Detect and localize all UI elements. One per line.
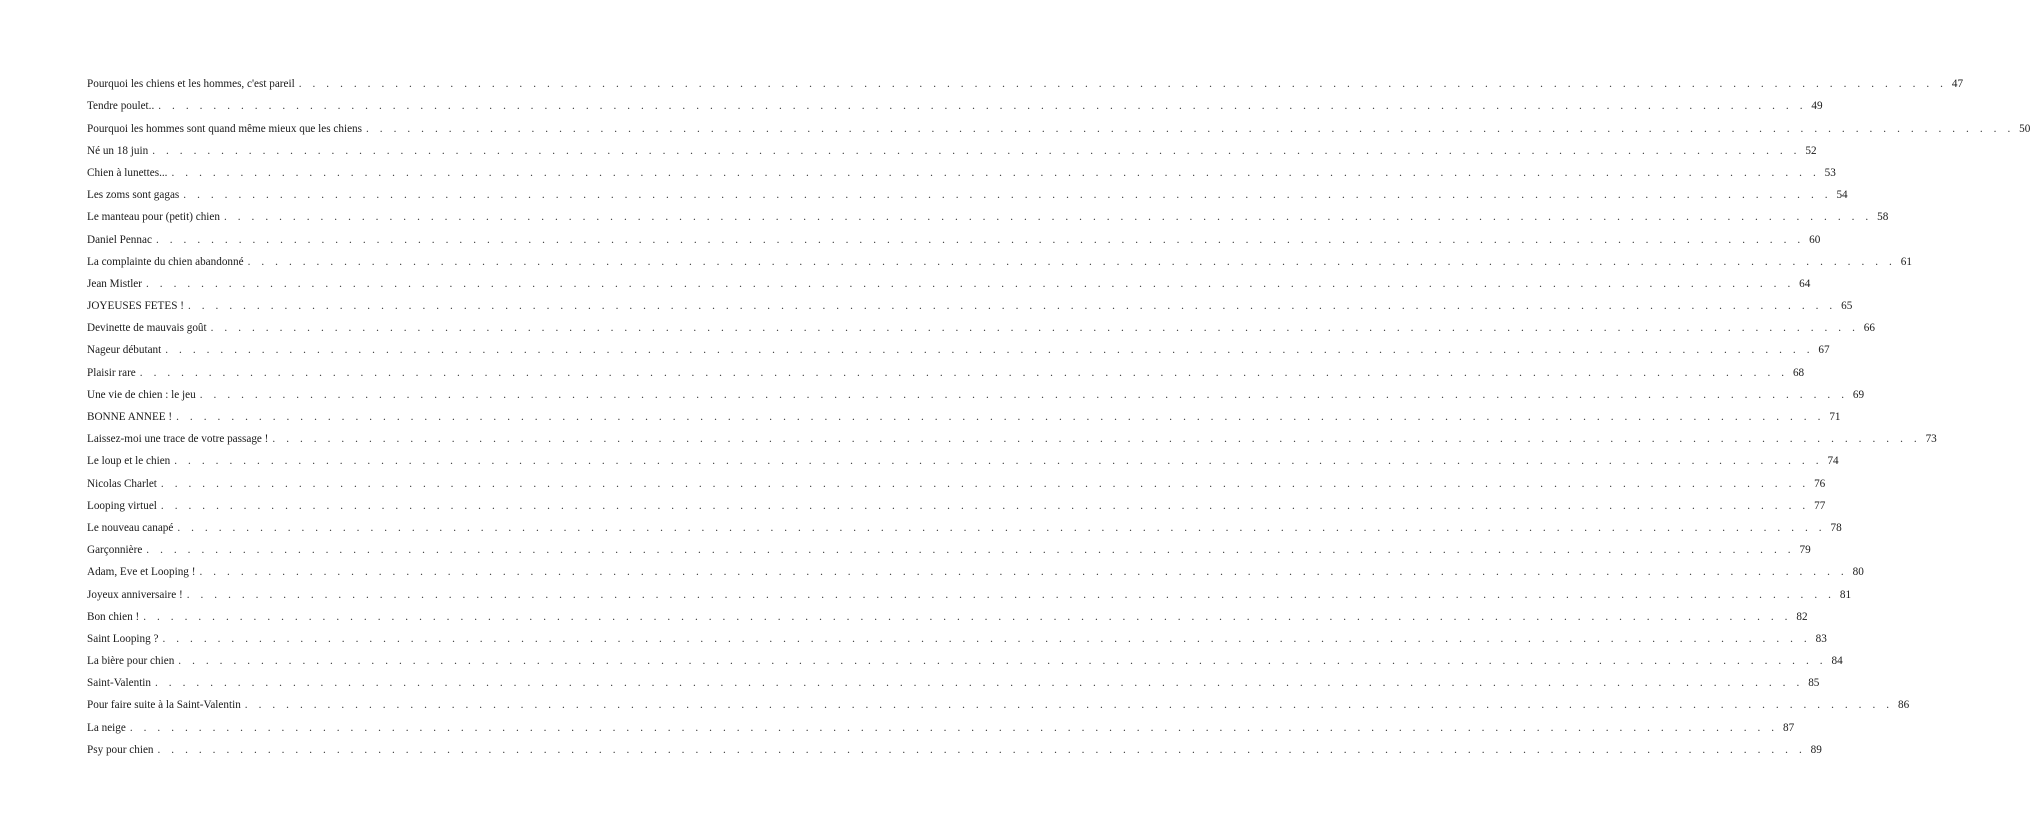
toc-entry-page-number: 64 (1799, 277, 1811, 290)
toc-dot-leader: . . . . . . . . . . . . . . . . . . . . . . . . . . . . . . . . . . . . . . . . . . . . . . . . . . . . . . . . . . . . . . . . . . . . . . . . . . . . . . . . . . . . . . . . . . . . . . . . . . . . . . . . . . . . . . . . . . . . . . . . (298, 78, 1948, 91)
toc-dot-leader: . . . . . . . . . . . . . . . . . . . . . . . . . . . . . . . . . . . . . . . . . . . . . . . . . . . . . . . . . . . . . . . . . . . . . . . . . . . . . . . . . . . . . . . . . . . . . . . . . . . . . . . . . . . . . . . . . . . . . . . . (365, 122, 2015, 135)
toc-dot-leader: . . . . . . . . . . . . . . . . . . . . . . . . . . . . . . . . . . . . . . . . . . . . . . . . . . . . . . . . . . . . . . . . . . . . . . . . . . . . . . . . . . . . . . . . . . . . . . . . . . . . . . . . . . . . . . . . . . . . . . . . (160, 477, 1810, 490)
toc-dot-leader: . . . . . . . . . . . . . . . . . . . . . . . . . . . . . . . . . . . . . . . . . . . . . . . . . . . . . . . . . . . . . . . . . . . . . . . . . . . . . . . . . . . . . . . . . . . . . . . . . . . . . . . . . . . . . . . . . . . . . . . . (143, 610, 1792, 623)
toc-entry-page-number: 84 (1831, 655, 1843, 668)
toc-entry[interactable] (87, 136, 1817, 158)
toc-entry[interactable] (87, 202, 1889, 224)
toc-dot-leader: . . . . . . . . . . . . . . . . . . . . . . . . . . . . . . . . . . . . . . . . . . . . . . . . . . . . . . . . . . . . . . . . . . . . . . . . . . . . . . . . . . . . . . . . . . . . . . . . . . . . . . . . . . . . . . . . . . . . . . . . (210, 322, 1859, 335)
toc-entry[interactable] (87, 113, 2030, 135)
toc-entry[interactable] (87, 646, 1843, 668)
toc-dot-leader: . . . . . . . . . . . . . . . . . . . . . . . . . . . . . . . . . . . . . . . . . . . . . . . . . . . . . . . . . . . . . . . . . . . . . . . . . . . . . . . . . . . . . . . . . . . . . . . . . . . . . . . . . . . . . . . . . . . . . . . . (187, 300, 1837, 313)
toc-entry-title: Pourquoi les hommes sont quand même mieux que les chiens (87, 122, 366, 136)
toc-entry-title: Daniel Pennac (87, 233, 156, 247)
toc-dot-leader: . . . . . . . . . . . . . . . . . . . . . . . . . . . . . . . . . . . . . . . . . . . . . . . . . . . . . . . . . . . . . . . . . . . . . . . . . . . . . . . . . . . . . . . . . . . . . . . . . . . . . . . . . . . . . . . . . . . . . . . . (183, 189, 1832, 202)
toc-dot-leader: . . . . . . . . . . . . . . . . . . . . . . . . . . . . . . . . . . . . . . . . . . . . . . . . . . . . . . . . . . . . . . . . . . . . . . . . . . . . . . . . . . . . . . . . . . . . . . . . . . . . . . . . . . . . . . . . . . . . . . . . (186, 588, 1836, 601)
toc-entry[interactable] (87, 335, 1830, 357)
toc-entry-page-number: 81 (1839, 588, 1852, 601)
toc-dot-leader: . . . . . . . . . . . . . . . . . . . . . . . . . . . . . . . . . . . . . . . . . . . . . . . . . . . . . . . . . . . . . . . . . . . . . . . . . . . . . . . . . . . . . . . . . . . . . . . . . . . . . . . . . . . . . . . . . . . . . . . . (146, 544, 1795, 557)
toc-entry[interactable] (87, 491, 1826, 513)
toc-entry[interactable] (87, 712, 1795, 734)
toc-entry-page-number: 78 (1830, 521, 1842, 534)
toc-entry-title: Bon chien ! (87, 610, 143, 624)
toc-entry-page-number: 74 (1827, 455, 1839, 468)
toc-entry[interactable] (87, 158, 1836, 180)
toc-entry-title: Pour faire suite à la Saint-Valentin (87, 698, 245, 712)
toc-entry[interactable] (87, 91, 1823, 113)
toc-entry-title: Une vie de chien : le jeu (87, 388, 200, 402)
toc-entry[interactable] (87, 180, 1848, 202)
toc-dot-leader: . . . . . . . . . . . . . . . . . . . . . . . . . . . . . . . . . . . . . . . . . . . . . . . . . . . . . . . . . . . . . . . . . . . . . . . . . . . . . . . . . . . . . . . . . . . . . . . . . . . . . . . . . . . . . . . . . . . . . . . . (178, 655, 1827, 668)
toc-entry[interactable] (87, 513, 1842, 535)
toc-dot-leader: . . . . . . . . . . . . . . . . . . . . . . . . . . . . . . . . . . . . . . . . . . . . . . . . . . . . . . . . . . . . . . . . . . . . . . . . . . . . . . . . . . . . . . . . . . . . . . . . . . . . . . . . . . . . . . . . . . . . . . . . (171, 166, 1820, 179)
toc-entry-title: Le nouveau canapé (87, 521, 177, 535)
toc-entry-page-number: 80 (1852, 566, 1864, 579)
toc-dot-leader: . . . . . . . . . . . . . . . . . . . . . . . . . . . . . . . . . . . . . . . . . . . . . . . . . . . . . . . . . . . . . . . . . . . . . . . . . . . . . . . . . . . . . . . . . . . . . . . . . . . . . . . . . . . . . . . . . . . . . . . . (176, 411, 1825, 423)
toc-dot-leader: . . . . . . . . . . . . . . . . . . . . . . . . . . . . . . . . . . . . . . . . . . . . . . . . . . . . . . . . . . . . . . . . . . . . . . . . . . . . . . . . . . . . . . . . . . . . . . . . . . . . . . . . . . . . . . . . . . . . . . . . (162, 632, 1811, 645)
toc-entry[interactable] (87, 735, 1822, 757)
toc-dot-leader: . . . . . . . . . . . . . . . . . . . . . . . . . . . . . . . . . . . . . . . . . . . . . . . . . . . . . . . . . . . . . . . . . . . . . . . . . . . . . . . . . . . . . . . . . . . . . . . . . . . . . . . . . . . . . . . . . . . . . . . . (165, 344, 1814, 357)
toc-entry-page-number: 65 (1841, 300, 1853, 313)
toc-entry-title: Saint Looping ? (87, 632, 162, 646)
toc-dot-leader: . . . . . . . . . . . . . . . . . . . . . . . . . . . . . . . . . . . . . . . . . . . . . . . . . . . . . . . . . . . . . . . . . . . . . . . . . . . . . . . . . . . . . . . . . . . . . . . . . . . . . . . . . . . . . . . . . . . . . . . . (244, 699, 1894, 712)
toc-dot-leader: . . . . . . . . . . . . . . . . . . . . . . . . . . . . . . . . . . . . . . . . . . . . . . . . . . . . . . . . . . . . . . . . . . . . . . . . . . . . . . . . . . . . . . . . . . . . . . . . . . . . . . . . . . . . . . . . . . . . . . . . (160, 499, 1810, 512)
toc-entry-title: La complainte du chien abandonné (87, 255, 248, 269)
toc-entry-page-number: 61 (1900, 255, 1912, 268)
toc-dot-leader: . . . . . . . . . . . . . . . . . . . . . . . . . . . . . . . . . . . . . . . . . . . . . . . . . . . . . . . . . . . . . . . . . . . . . . . . . . . . . . . . . . . . . . . . . . . . . . . . . . . . . . . . . . . . . . . . . . . . . . . . (146, 277, 1795, 290)
toc-entry-title: La neige (87, 721, 130, 735)
toc-entry-page-number: 54 (1836, 189, 1848, 202)
toc-entry[interactable] (87, 291, 1853, 313)
toc-entry[interactable] (87, 468, 1826, 490)
toc-entry-title: Nageur débutant (87, 343, 165, 357)
toc-entry-title: La bière pour chien (87, 654, 178, 668)
toc-dot-leader: . . . . . . . . . . . . . . . . . . . . . . . . . . . . . . . . . . . . . . . . . . . . . . . . . . . . . . . . . . . . . . . . . . . . . . . . . . . . . . . . . . . . . . . . . . . . . . . . . . . . . . . . . . . . . . . . . . . . . . . . (129, 721, 1779, 734)
toc-entry-title: Nicolas Charlet (87, 477, 161, 491)
toc-entry[interactable] (87, 357, 1805, 379)
toc-entry-page-number: 67 (1818, 344, 1830, 357)
toc-entry-title: Les zoms sont gagas (87, 188, 183, 202)
toc-entry[interactable] (87, 668, 1820, 690)
toc-dot-leader: . . . . . . . . . . . . . . . . . . . . . . . . . . . . . . . . . . . . . . . . . . . . . . . . . . . . . . . . . . . . . . . . . . . . . . . . . . . . . . . . . . . . . . . . . . . . . . . . . . . . . . . . . . . . . . . . . . . . . . . . (155, 677, 1804, 690)
toc-entry-title: Saint-Valentin (87, 676, 155, 690)
toc-entry-title: Joyeux anniversaire ! (87, 588, 187, 602)
toc-dot-leader: . . . . . . . . . . . . . . . . . . . . . . . . . . . . . . . . . . . . . . . . . . . . . . . . . . . . . . . . . . . . . . . . . . . . . . . . . . . . . . . . . . . . . . . . . . . . . . . . . . . . . . . . . . . . . . . . . . . . . . . . (247, 255, 1896, 268)
toc-entry-title: Adam, Eve et Looping ! (87, 565, 199, 579)
toc-dot-leader: . . . . . . . . . . . . . . . . . . . . . . . . . . . . . . . . . . . . . . . . . . . . . . . . . . . . . . . . . . . . . . . . . . . . . . . . . . . . . . . . . . . . . . . . . . . . . . . . . . . . . . . . . . . . . . . . . . . . . . . . (152, 144, 1801, 157)
toc-entry[interactable] (87, 269, 1811, 291)
toc-dot-leader: . . . . . . . . . . . . . . . . . . . . . . . . . . . . . . . . . . . . . . . . . . . . . . . . . . . . . . . . . . . . . . . . . . . . . . . . . . . . . . . . . . . . . . . . . . . . . . . . . . . . . . . . . . . . . . . . . . . . . . . . (174, 455, 1823, 468)
toc-entry[interactable] (87, 69, 1964, 91)
toc-dot-leader: . . . . . . . . . . . . . . . . . . . . . . . . . . . . . . . . . . . . . . . . . . . . . . . . . . . . . . . . . . . . . . . . . . . . . . . . . . . . . . . . . . . . . . . . . . . . . . . . . . . . . . . . . . . . . . . . . . . . . . . . (199, 566, 1848, 579)
toc-entry-page-number: 83 (1815, 632, 1827, 645)
toc-entry-title: Le manteau pour (petit) chien (87, 210, 224, 224)
toc-entry-page-number: 66 (1863, 322, 1875, 335)
toc-entry-page-number: 87 (1783, 721, 1795, 734)
toc-dot-leader: . . . . . . . . . . . . . . . . . . . . . . . . . . . . . . . . . . . . . . . . . . . . . . . . . . . . . . . . . . . . . . . . . . . . . . . . . . . . . . . . . . . . . . . . . . . . . . . . . . . . . . . . . . . . . . . . . . . . . . . . (199, 388, 1849, 401)
toc-entry-title: Looping virtuel (87, 499, 161, 513)
toc-entry-page-number: 50 (2019, 122, 2030, 135)
toc-entry-page-number: 86 (1897, 699, 1910, 712)
toc-entry[interactable] (87, 557, 1864, 579)
toc-entry-page-number: 85 (1808, 677, 1820, 690)
toc-dot-leader: . . . . . . . . . . . . . . . . . . . . . . . . . . . . . . . . . . . . . . . . . . . . . . . . . . . . . . . . . . . . . . . . . . . . . . . . . . . . . . . . . . . . . . . . . . . . . . . . . . . . . . . . . . . . . . . . . . . . . . . . (157, 743, 1806, 756)
toc-entry-title: Le loup et le chien (87, 454, 174, 468)
toc-entry-page-number: 77 (1814, 499, 1826, 512)
toc-entry-title: JOYEUSES FETES ! (87, 299, 188, 313)
toc-entry[interactable] (87, 602, 1808, 624)
toc-entry[interactable] (87, 247, 1912, 269)
toc-entry-page-number: 68 (1792, 366, 1805, 379)
toc-entry-title: Tendre poulet.. (87, 99, 158, 113)
toc-entry-title: BONNE ANNEE ! (87, 410, 176, 424)
toc-entry[interactable] (87, 224, 1821, 246)
toc-entry[interactable] (87, 690, 1910, 712)
toc-dot-leader: . . . . . . . . . . . . . . . . . . . . . . . . . . . . . . . . . . . . . . . . . . . . . . . . . . . . . . . . . . . . . . . . . . . . . . . . . . . . . . . . . . . . . . . . . . . . . . . . . . . . . . . . . . . . . . . . . . . . . . . . (139, 366, 1789, 379)
toc-entry-title: Psy pour chien (87, 743, 158, 757)
toc-dot-leader: . . . . . . . . . . . . . . . . . . . . . . . . . . . . . . . . . . . . . . . . . . . . . . . . . . . . . . . . . . . . . . . . . . . . . . . . . . . . . . . . . . . . . . . . . . . . . . . . . . . . . . . . . . . . . . . . . . . . . . . . (272, 433, 1921, 446)
toc-entry-title: Laissez-moi une trace de votre passage ! (87, 432, 272, 446)
toc-entry-page-number: 49 (1811, 100, 1823, 113)
toc-entry-title: Né un 18 juin (87, 144, 152, 158)
toc-dot-leader: . . . . . . . . . . . . . . . . . . . . . . . . . . . . . . . . . . . . . . . . . . . . . . . . . . . . . . . . . . . . . . . . . . . . . . . . . . . . . . . . . . . . . . . . . . . . . . . . . . . . . . . . . . . . . . . . . . . . . . . . (223, 211, 1873, 224)
toc-dot-leader: . . . . . . . . . . . . . . . . . . . . . . . . . . . . . . . . . . . . . . . . . . . . . . . . . . . . . . . . . . . . . . . . . . . . . . . . . . . . . . . . . . . . . . . . . . . . . . . . . . . . . . . . . . . . . . . . . . . . . . . . (155, 233, 1805, 246)
toc-entry-title: Jean Mistler (87, 277, 146, 291)
toc-entry-page-number: 58 (1877, 211, 1889, 224)
toc-entry-title: Pourquoi les chiens et les hommes, c'est pareil (87, 77, 299, 91)
toc-entry[interactable] (87, 535, 1811, 557)
toc-entry-page-number: 53 (1824, 166, 1836, 179)
toc-entry-page-number: 52 (1805, 144, 1817, 157)
toc-entry-page-number: 73 (1925, 433, 1937, 446)
toc-entry[interactable] (87, 446, 1839, 468)
toc-entry-title: Devinette de mauvais goût (87, 321, 211, 335)
toc-entry[interactable] (87, 402, 1841, 424)
toc-entry[interactable] (87, 380, 1865, 402)
toc-entry[interactable] (87, 313, 1875, 335)
toc-dot-leader: . . . . . . . . . . . . . . . . . . . . . . . . . . . . . . . . . . . . . . . . . . . . . . . . . . . . . . . . . . . . . . . . . . . . . . . . . . . . . . . . . . . . . . . . . . . . . . . . . . . . . . . . . . . . . . . . . . . . . . . . (177, 521, 1826, 534)
toc-entry-page-number: 82 (1796, 610, 1808, 623)
toc-entry-page-number: 89 (1810, 743, 1822, 756)
toc-entry-page-number: 47 (1951, 78, 1964, 91)
toc-entry[interactable] (87, 424, 1937, 446)
toc-entry-page-number: 69 (1852, 388, 1865, 401)
toc-entry-page-number: 79 (1799, 544, 1811, 557)
toc-entry-title: Chien à lunettes... (87, 166, 171, 180)
toc-entry-title: Garçonnière (87, 543, 146, 557)
toc-entry-page-number: 76 (1814, 477, 1826, 490)
table-of-contents (87, 69, 2030, 757)
toc-entry[interactable] (87, 624, 1827, 646)
toc-dot-leader: . . . . . . . . . . . . . . . . . . . . . . . . . . . . . . . . . . . . . . . . . . . . . . . . . . . . . . . . . . . . . . . . . . . . . . . . . . . . . . . . . . . . . . . . . . . . . . . . . . . . . . . . . . . . . . . . . . . . . . . . (158, 100, 1807, 113)
toc-entry-page-number: 60 (1809, 233, 1821, 246)
toc-entry-page-number: 71 (1829, 411, 1841, 423)
toc-entry-title: Plaisir rare (87, 366, 140, 380)
toc-entry[interactable] (87, 579, 1852, 601)
